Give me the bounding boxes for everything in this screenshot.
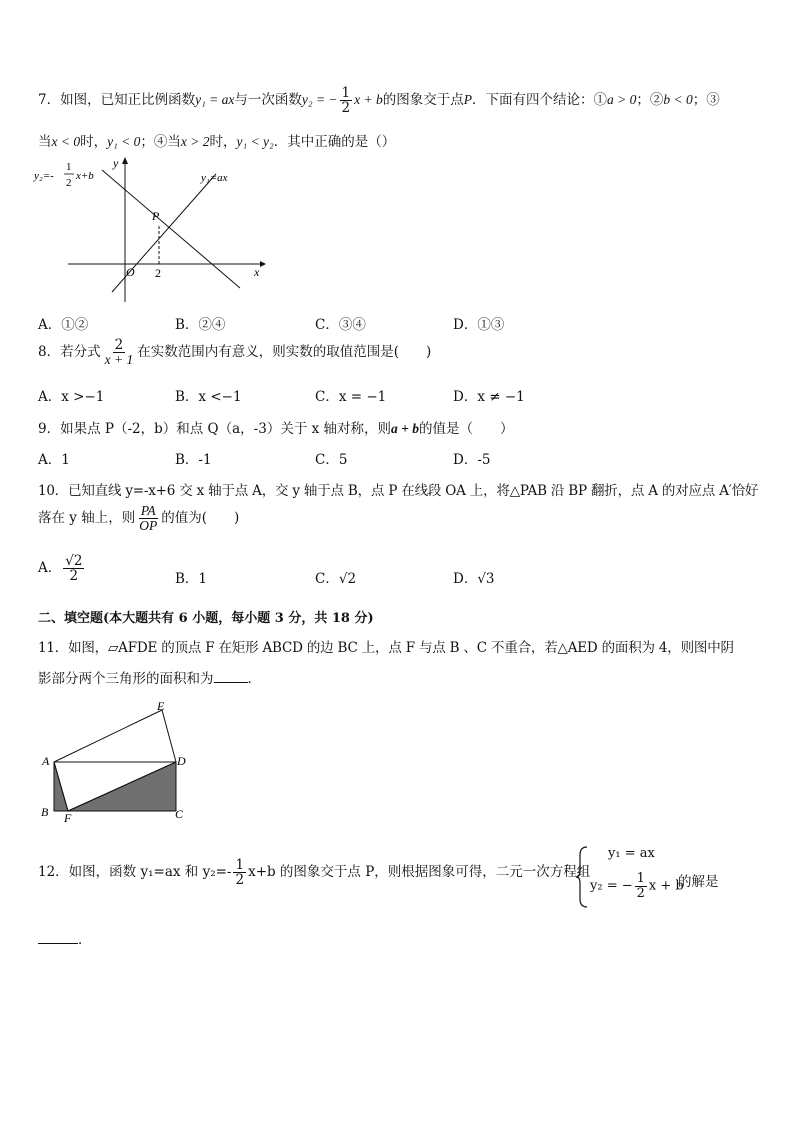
q9-tail: 的值是（ ） (418, 421, 514, 437)
q8-option-d[interactable]: D．x ≠ −1 (453, 389, 525, 405)
q12-sys2-a: y₂ = − (590, 878, 633, 894)
q7-number: 7．如图，已知正比例函数 (38, 92, 196, 109)
q12-fraction (233, 858, 246, 887)
q10-option-c[interactable] (315, 567, 356, 587)
q8-option-c[interactable]: C．x = −1 (315, 389, 387, 405)
q7-option-b[interactable]: B．②④ (175, 317, 226, 333)
q7-frac-num: 1 (341, 85, 351, 101)
q12-stem (38, 858, 590, 887)
q7-t2: ；② (636, 92, 664, 109)
q7-l2c: ；④当 (140, 134, 181, 150)
q12-end: ． (78, 932, 92, 948)
q8-number: 8．若分式 (38, 344, 101, 361)
q12-sys-eq1: y₁ = ax (608, 846, 655, 861)
q7-l2d: 时， (209, 134, 237, 150)
q8-tail: 在实数范围内有意义，则实数的取值范围是( ) (137, 344, 432, 361)
q12-sys2-frac (635, 872, 647, 900)
q7-graph (30, 152, 280, 304)
q10-optc-label: C． (315, 571, 339, 587)
q10-option-a[interactable] (38, 554, 86, 583)
q8-option-b[interactable]: B．x <−1 (175, 389, 242, 405)
q9-option-d[interactable]: D．-5 (453, 452, 491, 468)
q11-l2-end: ． (247, 671, 261, 687)
label-a: A (42, 754, 50, 768)
q7-conclusion3: x < 0 (51, 134, 81, 149)
label-b: B (41, 805, 49, 819)
label-y1: y₁=ax (201, 172, 228, 184)
q12-brace (575, 845, 589, 909)
label-c: C (175, 807, 184, 821)
label-y2-den: 2 (66, 177, 72, 189)
q9-expr: a + b (391, 421, 419, 436)
q10-optd-label: D． (453, 571, 478, 587)
answer-blank[interactable] (214, 670, 248, 683)
q10-opta-num: √2 (65, 553, 83, 569)
q7-tail1: ．下面有四个结论：① (472, 92, 607, 109)
q7-point-p: P (463, 92, 472, 108)
q12-frac-num: 1 (235, 857, 245, 873)
q7-l2a: 当 (38, 134, 52, 150)
q12-sys2-b: x + b (648, 878, 684, 894)
q9-option-b[interactable]: B．-1 (175, 452, 212, 468)
x-axis-arrow-icon (260, 261, 266, 267)
q7-conclusion3b: y₁ < 0 (107, 134, 141, 149)
q7-option-d[interactable]: D．①③ (453, 317, 505, 333)
label-y: y (113, 156, 119, 170)
q7-option-c[interactable]: C．③④ (315, 317, 366, 333)
q7-conclusion1: a > 0 (607, 92, 637, 108)
q7-option-a[interactable]: A．①② (38, 317, 89, 333)
q10-line2 (38, 504, 239, 533)
q10-option-b[interactable]: B．1 (175, 571, 208, 587)
q9-text: 9．如果点 P（-2，b）和点 Q（a，-3）关于 x 轴对称，则 (38, 421, 392, 437)
q10-l2a: 落在 y 轴上，则 (38, 510, 136, 527)
label-p: P (152, 209, 160, 223)
label-origin: O (126, 265, 135, 279)
q10-opta-frac (63, 554, 84, 583)
q11-l2: 影部分两个三角形的面积和为 (38, 671, 214, 687)
q12-text: 12．如图，函数 y₁=ax 和 y₂=- (38, 864, 232, 881)
q8-frac-num: 2 (114, 337, 124, 353)
q10-optd-val: √3 (477, 571, 495, 587)
q8-option-a[interactable]: A．x >−1 (38, 389, 105, 405)
q7-conclusion4: x > 2 (180, 134, 210, 149)
q7-mid1: 与一次函数 (234, 92, 302, 109)
label-y2-tail: x+b (76, 170, 94, 182)
q7-l2e: ．其中正确的是（） (273, 134, 396, 150)
q10-l2b: 的值为( ) (161, 510, 240, 527)
q10-opta-den: 2 (69, 568, 79, 585)
q9-option-c[interactable]: C．5 (315, 452, 348, 468)
q12-frac-den: 2 (235, 872, 245, 889)
label-e: E (157, 699, 165, 713)
q12-answer-blank[interactable] (38, 931, 78, 944)
q8-stem (38, 338, 431, 367)
q11-line2 (38, 667, 261, 687)
q7-y2-rhs: x + b (354, 92, 383, 108)
label-f: F (64, 811, 72, 825)
label-d: D (177, 754, 186, 768)
q10-fraction (137, 504, 159, 533)
q12-answer-line (38, 928, 92, 948)
q9-option-a[interactable]: A．1 (38, 452, 70, 468)
q8-fraction (103, 338, 136, 367)
q10-line1: 10．已知直线 y=-x+6 交 x 轴于点 A，交 y 轴于点 B，点 P 在线段 OA 上，将△PAB 沿 BP 翻折，点 A 的对应点 A′恰好 (38, 483, 759, 499)
q10-frac-num: PA (140, 503, 156, 518)
q12-sys2-num: 1 (636, 871, 645, 886)
q10-option-d[interactable] (453, 567, 495, 587)
q7-conclusion4b: y₁ < y₂ (236, 134, 274, 149)
label-y2: y₂=- (34, 170, 54, 182)
q10-opta-label: A． (38, 560, 62, 577)
q8-frac-den: x + 1 (104, 352, 134, 368)
line-y2 (102, 170, 240, 288)
q7-line1 (38, 86, 720, 115)
section-heading: 二、填空题(本大题共有 6 小题，每小题 3 分，共 18 分) (38, 611, 374, 626)
q7-y1-eq: y₁ = ax (195, 92, 235, 108)
label-two: 2 (155, 266, 161, 280)
q7-t3: ；③ (692, 92, 720, 109)
y-axis-arrow-icon (122, 157, 128, 164)
q10-optc-val: √2 (338, 571, 357, 587)
q11-figure (36, 698, 196, 826)
q7-mid2: 的图象交于点 (382, 92, 464, 109)
q12-sys2-den: 2 (636, 885, 645, 901)
label-x: x (254, 265, 260, 279)
q7-l2b: 时， (80, 134, 108, 150)
q11-line1: 11．如图，▱AFDE 的顶点 F 在矩形 ABCD 的边 BC 上，点 F 与点 B 、C 不重合，若△AED 的面积为 4，则图中阴 (38, 640, 734, 656)
q7-conclusion2: b < 0 (663, 92, 693, 108)
q7-fraction (340, 86, 353, 115)
q7-line2 (38, 130, 395, 150)
q12-sys-eq2 (590, 872, 684, 900)
q12-text2: x+b 的图象交于点 P，则根据图象可得，二元一次方程组 (248, 864, 591, 881)
q7-frac-den: 2 (341, 100, 351, 117)
q9-stem (38, 417, 513, 437)
q7-y2-lhs: y₂ = − (301, 92, 338, 108)
label-y2-num: 1 (66, 161, 72, 173)
q10-frac-den: OP (139, 518, 158, 534)
q12-tail: 的解是 (678, 874, 719, 890)
